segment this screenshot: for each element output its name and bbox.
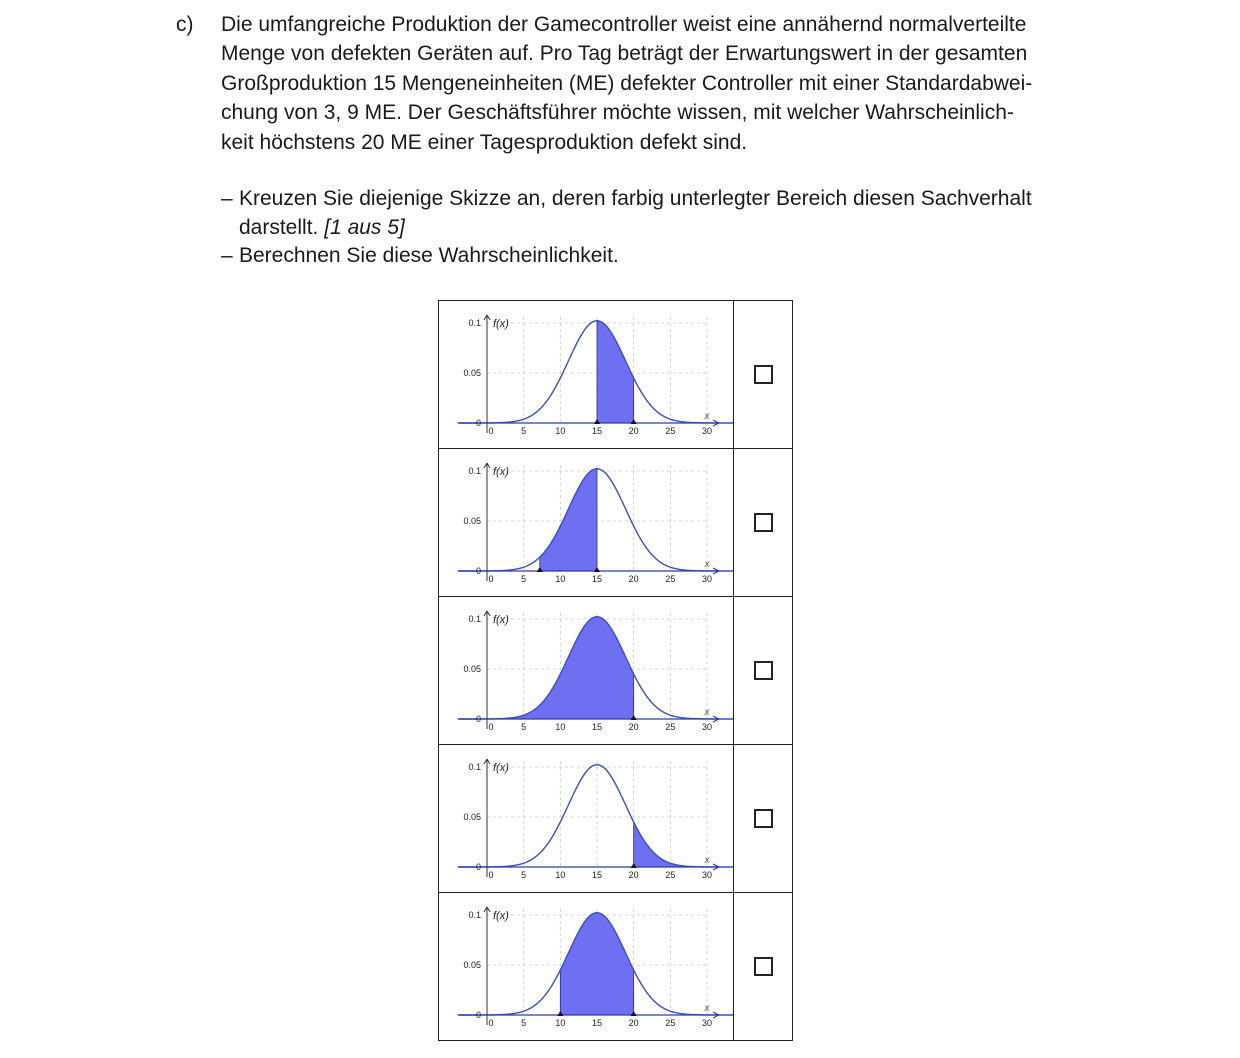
sketch-cell: [439, 449, 734, 597]
choice-row: [439, 301, 793, 449]
y-tick-label: 0: [475, 862, 481, 872]
x-tick-label: 15: [591, 426, 603, 436]
instruction-text: Berechnen Sie diese Wahrscheinlichkeit.: [239, 244, 619, 267]
density-curve: [458, 321, 733, 423]
x-tick-label: 5: [521, 722, 527, 732]
y-tick-label: 0.05: [463, 664, 481, 674]
x-tick-label: 25: [665, 1018, 676, 1028]
sketch-3: [439, 597, 733, 744]
y-tick-label: 0: [475, 418, 481, 428]
sketch-4: [439, 745, 733, 892]
sketch-cell: [439, 745, 734, 893]
sketch-cell: [439, 893, 734, 1041]
sketch-choice-table: [438, 300, 793, 1041]
instruction-item: [221, 185, 1101, 242]
y-axis-label: f(x): [493, 318, 509, 330]
task-line: Die umfangreiche Produktion der Gamecontroller weist eine annähernd normalverteilte: [221, 13, 1027, 36]
instruction-text-cont: [239, 214, 1101, 243]
task-line: keit höchstens 20 ME einer Tagesproduktion defekt sind.: [221, 130, 748, 154]
x-tick-label: 30: [701, 426, 713, 436]
task-label: c): [176, 13, 194, 36]
task-line: Menge von defekten Geräten auf. Pro Tag beträgt der Erwartungswert in der gesamten: [221, 42, 1028, 66]
y-tick-label: 0: [475, 714, 481, 724]
sketch-2: [439, 449, 733, 596]
y-axis-label: f(x): [493, 614, 509, 626]
sketch-cell: [439, 597, 734, 745]
shaded-area: [540, 469, 597, 571]
y-tick-label: 0.05: [463, 516, 481, 526]
x-axis-label: x: [704, 1003, 710, 1014]
choice-row: [439, 745, 793, 893]
x-tick-label: 5: [521, 1018, 527, 1028]
x-tick-label: 0: [488, 1018, 494, 1028]
y-axis-label: f(x): [493, 762, 509, 774]
instruction-text: darstellt.: [239, 215, 319, 239]
sketch-5: [439, 893, 733, 1040]
x-tick-label: 15: [591, 1018, 603, 1028]
task-line: Großproduktion 15 Mengeneinheiten (ME) defekter Controller mit einer Standardabwei-: [221, 71, 1033, 95]
x-tick-label: 15: [591, 574, 603, 584]
x-tick-label: 5: [521, 426, 527, 436]
checkbox-sketch-1[interactable]: [754, 365, 773, 384]
instruction-list: [221, 185, 1101, 271]
x-tick-label: 0: [488, 574, 494, 584]
x-tick-label: 0: [488, 722, 494, 732]
x-tick-label: 25: [665, 722, 676, 732]
x-tick-label: 10: [555, 426, 566, 436]
x-tick-label: 25: [665, 870, 676, 880]
checkbox-cell[interactable]: [734, 449, 793, 597]
selection-note: [1 aus 5]: [324, 215, 405, 239]
x-tick-label: 20: [628, 722, 639, 732]
x-axis-label: x: [704, 707, 710, 718]
x-tick-label: 20: [628, 870, 639, 880]
x-tick-label: 30: [701, 1018, 713, 1028]
x-tick-label: 25: [665, 426, 676, 436]
y-tick-label: 0.05: [463, 812, 481, 822]
choice-row: [439, 449, 793, 597]
x-tick-label: 30: [701, 574, 713, 584]
x-tick-label: 10: [555, 722, 566, 732]
task-description: [221, 10, 1091, 157]
y-tick-label: 0.05: [463, 368, 481, 378]
x-tick-label: 5: [521, 870, 527, 880]
checkbox-cell[interactable]: [734, 745, 793, 893]
x-tick-label: 5: [521, 574, 527, 584]
checkbox-sketch-4[interactable]: [754, 809, 773, 828]
bullet-dash: –: [221, 187, 233, 210]
y-axis-label: f(x): [493, 910, 509, 922]
y-tick-label: 0.1: [468, 318, 481, 328]
choice-row: [439, 597, 793, 745]
x-tick-label: 10: [555, 870, 566, 880]
x-axis-label: x: [704, 411, 710, 422]
shaded-area: [560, 913, 633, 1015]
checkbox-cell[interactable]: [734, 301, 793, 449]
checkbox-cell[interactable]: [734, 893, 793, 1041]
checkbox-sketch-3[interactable]: [754, 661, 773, 680]
x-tick-label: 30: [701, 722, 713, 732]
shaded-area: [597, 321, 634, 423]
checkbox-sketch-5[interactable]: [754, 957, 773, 976]
y-tick-label: 0.1: [468, 762, 481, 772]
y-tick-label: 0: [475, 1010, 481, 1020]
choice-row: [439, 893, 793, 1041]
sketch-1: [439, 301, 733, 448]
x-tick-label: 0: [488, 426, 494, 436]
x-tick-label: 20: [628, 426, 639, 436]
density-curve: [458, 765, 733, 867]
x-tick-label: 20: [628, 574, 639, 584]
x-tick-label: 10: [555, 1018, 566, 1028]
bullet-dash: –: [221, 244, 233, 267]
checkbox-cell[interactable]: [734, 597, 793, 745]
y-tick-label: 0: [475, 566, 481, 576]
x-axis-label: x: [704, 855, 710, 866]
x-tick-label: 30: [701, 870, 713, 880]
y-tick-label: 0.1: [468, 614, 481, 624]
y-tick-label: 0.05: [463, 960, 481, 970]
sketch-cell: [439, 301, 734, 449]
x-tick-label: 10: [555, 574, 566, 584]
y-tick-label: 0.1: [468, 910, 481, 920]
x-tick-label: 15: [591, 722, 603, 732]
x-tick-label: 20: [628, 1018, 639, 1028]
x-tick-label: 0: [488, 870, 494, 880]
checkbox-sketch-2[interactable]: [754, 513, 773, 532]
task-line: chung von 3, 9 ME. Der Geschäftsführer möchte wissen, mit welcher Wahrscheinlich-: [221, 101, 1014, 125]
y-axis-label: f(x): [493, 466, 509, 478]
y-tick-label: 0.1: [468, 466, 481, 476]
x-tick-label: 25: [665, 574, 676, 584]
instruction-text: Kreuzen Sie diejenige Skizze an, deren farbig unterlegter Bereich diesen Sachverhalt: [239, 187, 1032, 210]
x-tick-label: 15: [591, 870, 603, 880]
x-axis-label: x: [704, 559, 710, 570]
instruction-item: [221, 242, 1101, 271]
